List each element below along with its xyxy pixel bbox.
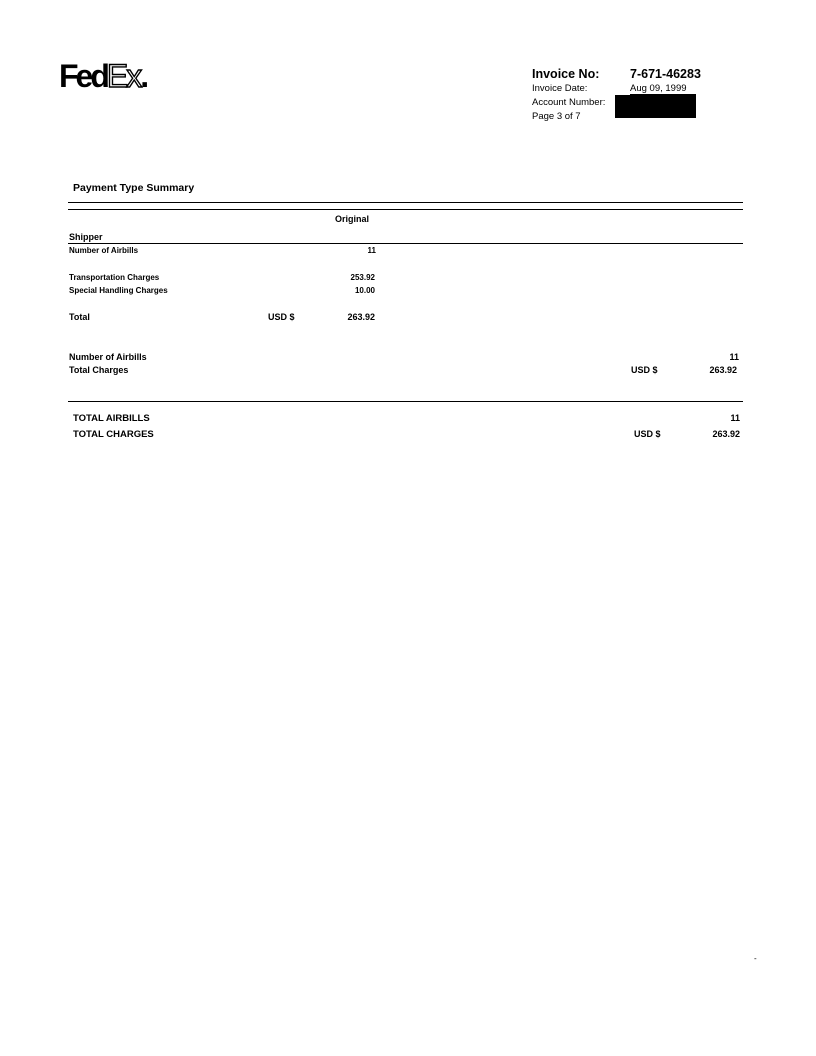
shipper-airbills-value: 11 [367,246,376,255]
divider-top-1 [68,202,743,203]
invoice-no-value: 7-671-46283 [630,67,701,81]
grand-total-charges-label: TOTAL CHARGES [73,429,154,440]
logo-fed: Fed [59,58,107,94]
special-handling-label: Special Handling Charges [69,286,168,295]
invoice-date-label: Invoice Date: [532,83,588,94]
page-indicator: Page 3 of 7 [532,111,581,122]
column-header-original: Original [335,214,370,224]
shipper-divider [68,243,743,244]
divider-top-2 [68,209,743,210]
grand-total-airbills-label: TOTAL AIRBILLS [73,413,150,424]
account-number-label: Account Number: [532,97,606,108]
grand-total-divider [68,401,743,402]
transport-charges-value: 253.92 [350,273,375,282]
shipper-total-currency: USD $ [268,312,295,322]
subtotal-charges-currency: USD $ [631,365,658,375]
subtotal-charges-label: Total Charges [69,365,129,375]
account-number-redaction [615,95,696,118]
subtotal-airbills-value: 11 [729,352,739,362]
shipper-label: Shipper [69,232,103,242]
grand-total-charges-value: 263.92 [712,429,740,439]
grand-total-charges-currency: USD $ [634,429,661,439]
logo-ex: Ex [106,58,141,94]
invoice-date-value: Aug 09, 1999 [630,83,696,95]
section-title: Payment Type Summary [73,182,195,194]
logo-dot: . [140,58,148,94]
special-handling-value: 10.00 [354,286,375,295]
subtotal-airbills-label: Number of Airbills [69,352,147,362]
transport-charges-label: Transportation Charges [69,273,160,282]
shipper-total-label: Total [69,312,90,322]
invoice-no-label: Invoice No: [532,67,600,81]
grand-total-airbills-value: 11 [730,413,740,423]
shipper-airbills-label: Number of Airbills [69,246,139,255]
shipper-total-value: 263.92 [347,312,375,322]
fedex-logo [59,60,147,92]
subtotal-charges-value: 263.92 [709,365,737,375]
footer-mark: - [754,954,757,963]
